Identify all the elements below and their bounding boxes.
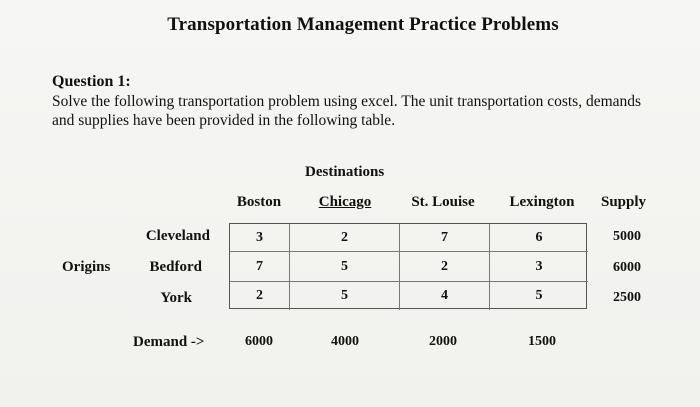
- origins-label: Origins: [62, 259, 111, 275]
- demand-value-chicago: 4000: [331, 334, 359, 349]
- origin-label-cleveland: Cleveland: [145, 228, 210, 244]
- demand-label: Demand ->: [133, 334, 205, 350]
- cost-cell: 3: [230, 224, 290, 252]
- cost-cell: 4: [400, 282, 490, 310]
- supply-value-bedford: 6000: [613, 260, 641, 275]
- question-text: Solve the following transportation problem using excel. The unit transportation costs, demands and supplies have been provided in the following table.: [52, 93, 642, 129]
- dest-header-boston: Boston: [236, 194, 282, 210]
- demand-value-boston: 6000: [245, 334, 273, 349]
- supply-value-york: 2500: [613, 290, 641, 305]
- origin-label-york: York: [160, 290, 192, 306]
- question-label: Question 1:: [52, 73, 131, 90]
- demand-value-lexington: 1500: [528, 334, 556, 349]
- cost-cell: 2: [230, 282, 290, 310]
- dest-header-chicago: Chicago: [318, 194, 372, 210]
- dest-header-lexington: Lexington: [509, 194, 575, 210]
- supply-header: Supply: [601, 194, 647, 210]
- cost-cell: 2: [290, 224, 400, 252]
- cost-table: [229, 223, 587, 309]
- cost-cell: 5: [290, 282, 400, 310]
- supply-value-cleveland: 5000: [613, 229, 641, 244]
- dest-header-st-louise: St. Louise: [411, 194, 475, 210]
- cost-cell: 2: [400, 252, 490, 282]
- origin-label-bedford: Bedford: [149, 259, 202, 275]
- demand-value-st-louise: 2000: [429, 334, 457, 349]
- cost-cell: 6: [490, 224, 588, 252]
- cost-cell: 7: [400, 224, 490, 252]
- cost-cell: 5: [290, 252, 400, 282]
- cost-cell: 3: [490, 252, 588, 282]
- destinations-header: Destinations: [305, 164, 385, 180]
- cost-cell: 7: [230, 252, 290, 282]
- document-title: Transportation Management Practice Problems: [167, 14, 559, 35]
- cost-cell: 5: [535, 288, 543, 303]
